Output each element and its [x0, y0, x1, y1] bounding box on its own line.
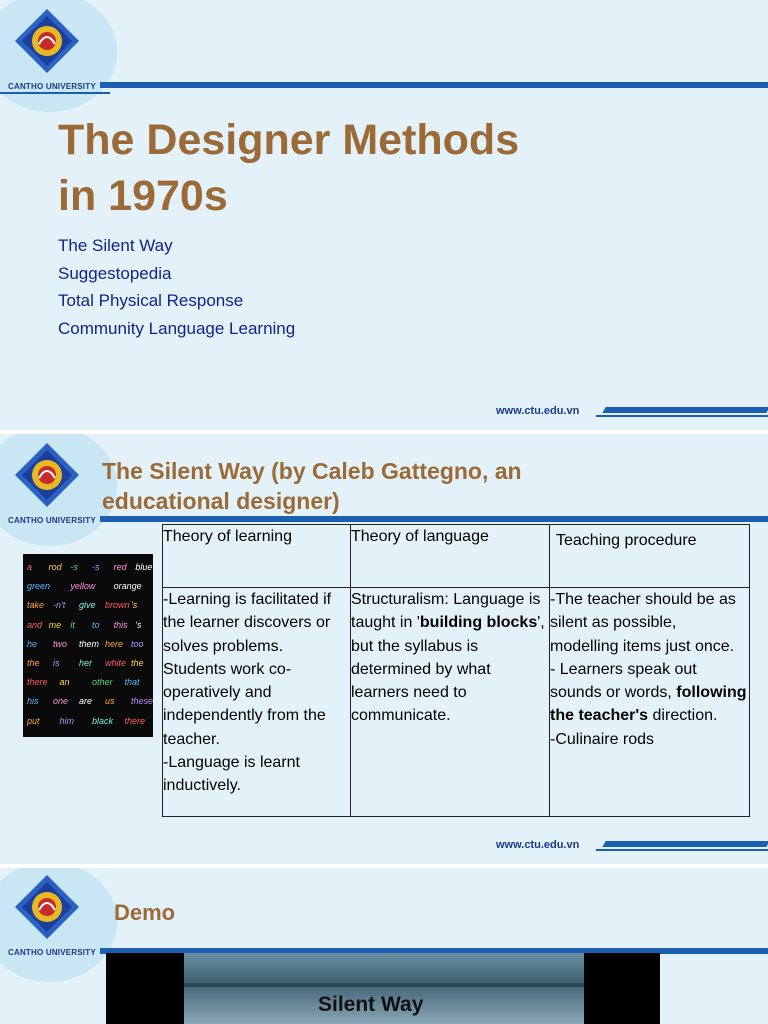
rods-word: 's	[131, 600, 138, 611]
title-bold: The Silent Way (	[102, 458, 279, 484]
rods-word: white	[105, 658, 127, 668]
cell-procedure-p2-text: - Learners speak out sounds or words,	[550, 660, 697, 702]
cell-procedure-p2-end: direction.	[652, 707, 718, 725]
rods-word: me	[48, 619, 62, 630]
rods-word: other	[92, 677, 113, 688]
rods-word: there	[27, 677, 48, 688]
university-logo-icon	[14, 8, 80, 74]
rods-word: there	[124, 715, 146, 726]
cell-language-after: ', but the syllabus is determined by what learners need to communicate.	[351, 614, 545, 725]
cell-language	[351, 588, 550, 817]
list-item: Total Physical Response	[58, 291, 244, 310]
slide-title-line-2: in 1970s	[58, 172, 228, 220]
slide-title: Demo	[114, 900, 176, 925]
rods-word: -n't	[53, 600, 66, 611]
rods-word: he	[27, 638, 38, 649]
header-rule	[100, 516, 768, 522]
cell-procedure-p2	[550, 658, 749, 728]
list-item: The Silent Way	[58, 236, 173, 255]
rods-word: yellow	[70, 581, 96, 592]
slide-title-line-1: The Designer Methods	[58, 116, 520, 164]
cell-procedure-p1: -The teacher should be as silent as possible, modelling items just once.	[550, 591, 736, 655]
cell-learning	[163, 588, 351, 817]
column-header-learning: Theory of learning	[163, 525, 351, 588]
rods-word: are	[79, 696, 93, 707]
video-caption: Silent Way	[318, 993, 424, 1016]
rods-word: -s	[92, 562, 100, 572]
cell-procedure-p2-bold: following the teacher's	[550, 684, 747, 725]
rods-word: us	[105, 696, 115, 707]
cell-learning-p2: -Language is learnt inductively.	[163, 754, 300, 795]
rods-word: is	[53, 658, 60, 668]
slide-title	[102, 456, 622, 516]
rods-word: this	[113, 619, 128, 630]
slide-title	[58, 112, 718, 224]
footer-rule	[602, 407, 768, 413]
rods-word: the	[27, 658, 40, 668]
rods-word: it	[70, 619, 75, 630]
header-rule	[100, 82, 768, 88]
rods-word: him	[59, 715, 75, 726]
demo-video[interactable]	[106, 953, 660, 1024]
rods-word: these	[131, 696, 154, 707]
list-item: Community Language Learning	[58, 318, 296, 338]
university-name: CANTHO UNIVERSITY	[8, 948, 96, 957]
cell-language-before: Structuralism: Language is taught in '	[351, 591, 541, 632]
footer-url: www.ctu.edu.vn	[496, 405, 580, 417]
header-rule-thin	[0, 92, 110, 94]
method-table	[162, 524, 750, 817]
rods-word: green	[27, 581, 51, 592]
cell-procedure-p3: -Culinaire rods	[550, 730, 655, 748]
footer-rule-thin	[596, 849, 768, 851]
rods-word: her	[79, 658, 93, 668]
rods-word: take	[27, 600, 45, 611]
cell-learning-p1: -Learning is facilitated if the learner discovers or solves problems. Students work co-operatively and independently from the teacher.	[163, 591, 332, 748]
rods-word: an	[59, 677, 70, 688]
rods-word: -s	[70, 562, 78, 572]
rods-word: one	[53, 696, 69, 707]
rods-word: too	[131, 638, 144, 649]
video-frame-bar	[184, 983, 584, 987]
rods-word: 's	[135, 619, 142, 630]
footer-rule	[602, 841, 768, 847]
university-logo-icon	[14, 442, 80, 508]
rods-word: his	[27, 696, 39, 707]
rods-word: brown	[105, 600, 130, 611]
rods-word: here	[105, 638, 124, 649]
color-word-chart	[23, 554, 153, 737]
list-item: Suggestopedia	[58, 263, 172, 283]
rods-word: red	[113, 562, 127, 572]
rods-word: blue	[135, 562, 153, 572]
rods-word: the	[131, 658, 144, 668]
column-header-language: Theory of language	[351, 525, 550, 588]
rods-word: black	[92, 715, 114, 726]
method-list	[58, 232, 295, 342]
university-name: CANTHO UNIVERSITY	[8, 516, 96, 525]
footer-rule-thin	[596, 415, 768, 417]
rods-word: rod	[48, 562, 62, 572]
rods-word: that	[124, 677, 140, 688]
cell-procedure	[550, 588, 750, 817]
rods-word: a	[27, 562, 33, 572]
rods-word: them	[79, 638, 100, 649]
rods-word: and	[27, 619, 43, 630]
slide-silent-way	[0, 434, 768, 864]
slide-demo	[0, 868, 768, 1024]
university-name: CANTHO UNIVERSITY	[8, 82, 96, 91]
rods-word: two	[53, 638, 68, 649]
rods-word: give	[79, 600, 96, 611]
university-logo-icon	[14, 874, 80, 940]
rods-word: orange	[113, 581, 142, 592]
title-rest: by Caleb Gattegno, an educational designer)	[102, 458, 522, 514]
column-header-procedure-label: Teaching procedure	[556, 532, 697, 549]
rods-word: to	[92, 619, 100, 630]
rods-word: put	[27, 715, 40, 726]
footer-url: www.ctu.edu.vn	[496, 839, 580, 851]
cell-language-bold: building blocks	[419, 614, 538, 632]
slide-designer-methods	[0, 0, 768, 430]
column-header-procedure	[550, 525, 750, 588]
